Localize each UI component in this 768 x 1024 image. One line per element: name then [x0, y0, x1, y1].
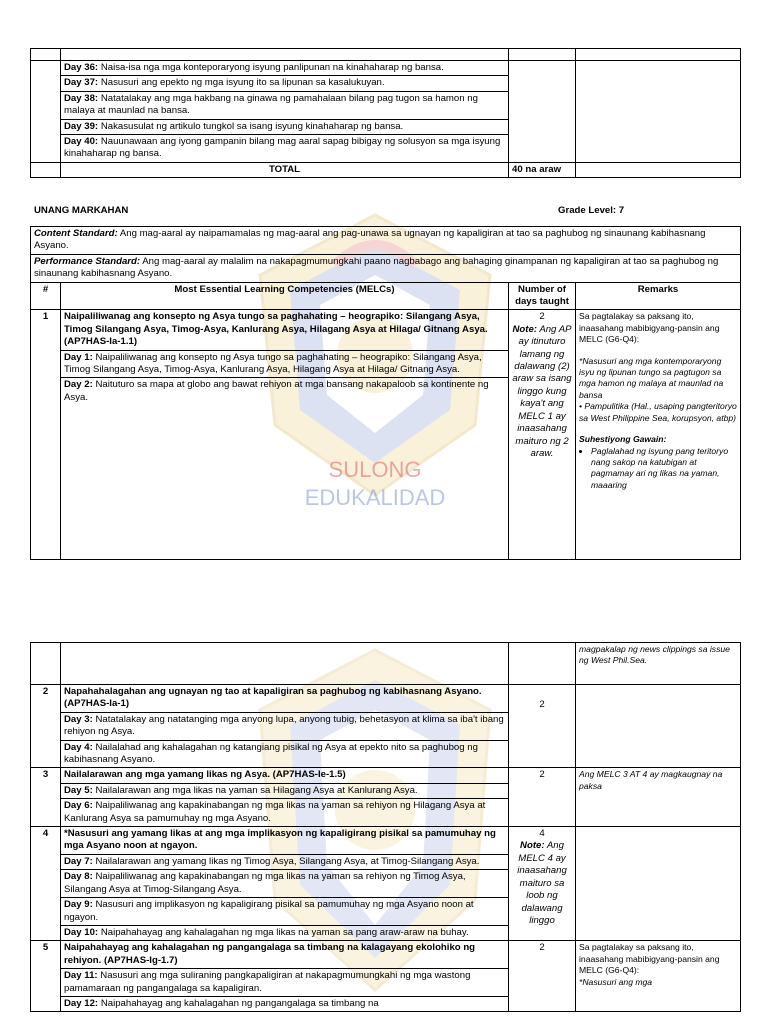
day-row: Day 8: Naipaliliwanag ang kapakinabangan ng mga likas na yaman sa rehiyon ng Timog Asya, Silangang Asya at Timog-Silangang Asya.: [61, 870, 508, 898]
days-taught: 2: [509, 768, 576, 827]
melc-table-continued: [30, 642, 741, 1012]
performance-standard: Performance Standard: Ang mag-aaral ay malalim na nakapagmumungkahi paano nagbabago ang bahaging ginampanan ng kapaligiran at tao sa paghubog ng sinaunang kabihasnang Asyano.: [31, 254, 741, 282]
content-standard: Content Standard: Ang mag-aaral ay naipamamalas ng mag-aaral ang pag-unawa sa ugnayan ng kapaligiran at tao sa paghubog ng sinaunang kabihasnang Asyano.: [31, 227, 741, 255]
day-row: Day 9: Nasusuri ang implikasyon ng kapaligirang pisikal sa pamumuhay ng mga Asyano noon at ngayon.: [61, 898, 508, 926]
header-melc: Most Essential Learning Competencies (MELCs): [61, 282, 509, 310]
days-taught: 2 Note: Ang AP ay itinuturo lamang ng dalawang (2) araw sa isang linggo kung kaya't ang MELC 1 ay inaasahang maituro ng 2 araw.: [509, 310, 576, 560]
day-row: Day 39: Nakasusulat ng artikulo tungkol sa isang isyung kinahaharap ng bansa.: [61, 119, 508, 134]
top-days-table: [30, 48, 741, 178]
remarks-continued: magpakalap ng news clippings sa issue ng West Phil.Sea.: [576, 643, 741, 685]
days-taught: 2: [509, 685, 576, 768]
day-row: Day 12: Naipahahayag ang kahalagahan ng pangangalaga sa timbang na: [61, 996, 508, 1011]
total-value: 40 na araw: [509, 162, 576, 177]
melc-title: *Nasusuri ang yamang likas at ang mga implikasyon ng kapaligirang pisikal sa pamumuhay ng mga Asyano noon at ngayon.: [61, 827, 508, 854]
melc-title: Naipaliliwanag ang konsepto ng Asya tungo sa paghahating – heograpiko: Silangang Asya, Timog Silangang Asya, Timog-Asya, Kanlurang Asya, Hilagang Asya at Hilaga/ Gitnang Asya.(AP7HAS-Ia-1.1): [61, 310, 508, 350]
day-row: Day 11: Nasusuri ang mga suliraning pangkapaligiran at nakapagmumungkahi ng mga wastong pamamaraan ng pangangalaga sa kapaligiran.: [61, 969, 508, 997]
header-days: Number of days taught: [509, 282, 576, 310]
grade-level: Grade Level: 7: [558, 205, 625, 216]
remarks: Ang MELC 3 AT 4 ay magkaugnay na paksa: [576, 768, 741, 827]
melc-table: [30, 226, 741, 560]
day-row: Day 37: Nasusuri ang epekto ng mga isyung ito sa lipunan sa kasalukuyan.: [61, 76, 508, 91]
day-row: Day 5: Nailalarawan ang mga likas na yaman sa Hilagang Asya at Kanlurang Asya.: [61, 783, 508, 798]
total-label: TOTAL: [61, 162, 509, 177]
remarks: Sa pagtalakay sa paksang ito, inaasahang mabibigyang-pansin ang MELC (G6-Q4): *Nasusuri ang mga kontemporaryong isyu ng lipunan tungo sa pagtugon sa mga hamon ng malaya at maunlad na bansa • Pampulitika (Hal., usaping pangteritoryo sa West Philippine Sea, korupsyon, atbp) Suhestiyong Gawain: • Paglalahad ng isyung pang teritoryo nang sakop na katubigan at pagmamay ari ng likas na yaman, maaaring: [576, 310, 741, 560]
day-row: Day 7: Nailalarawan ang yamang likas ng Timog Asya, Silangang Asya, at Timog-Silangang Asya.: [61, 854, 508, 869]
melc-number: 3: [31, 768, 61, 827]
header-remarks: Remarks: [576, 282, 741, 310]
remarks: Sa pagtalakay sa paksang ito, inaasahang mabibigyang-pansin ang MELC (G6-Q4): *Nasusuri ang mga: [576, 941, 741, 1012]
melc-number: 1: [31, 310, 61, 560]
melc-title: Napahahalagahan ang ugnayan ng tao at kapaligiran sa paghubog ng kabihasnang Asyano. (AP7HAS-Ia-1): [61, 685, 508, 712]
watermark-text-edukalidad: EDUKALIDAD: [304, 485, 446, 510]
days-taught: 2: [509, 941, 576, 1012]
days-taught: 4 Note: Ang MELC 4 ay inaasahang maituro sa loob ng dalawang linggo: [509, 827, 576, 941]
watermark-text-sulong: SULONG: [328, 457, 422, 482]
melc-number: 5: [31, 941, 61, 1012]
day-row: Day 36: Naisa-isa nga mga konteporaryong isyung panlipunan na kinahaharap ng bansa.: [61, 61, 508, 76]
header-num: #: [31, 282, 61, 310]
melc-number: 2: [31, 685, 61, 768]
day-row: Day 40: Nauunawaan ang iyong gampanin bilang mag aaral sapag bibigay ng solusyon sa mga isyung kinahaharap ng bansa.: [61, 135, 508, 162]
day-row: Day 2: Naituturo sa mapa at globo ang bawat rehiyon at mga bansang nakapaloob sa kontinente ng Asya.: [61, 378, 508, 546]
quarter-title: UNANG MARKAHAN: [34, 205, 129, 216]
day-row: Day 3: Natatalakay ang natatanging mga anyong lupa, anyong tubig, behetasyon at klima sa iba't ibang rehiyon ng Asya.: [61, 712, 508, 740]
day-row: Day 38: Natatalakay ang mga hakbang na ginawa ng pamahalaan bilang pag tugon sa hamon ng malaya at maunlad na bansa.: [61, 91, 508, 119]
melc-title: Nailalarawan ang mga yamang likas ng Asya. (AP7HAS-Ie-1.5): [61, 768, 508, 783]
melc-title: Naipahahayag ang kahalagahan ng pangangalaga sa timbang na kalagayang ekolohiko ng rehiyon. (AP7HAS-Ig-1.7): [61, 941, 508, 968]
day-row: Day 6: Naipaliliwanag ang kapakinabangan ng mga likas na yaman sa rehiyon ng Hilagang Asya at Kanlurang Asya sa pamumuhay ng mga Asyano.: [61, 799, 508, 826]
day-row: Day 4: Nailalahad ang kahalagahan ng katangiang pisikal ng Asya at epekto nito sa paghubog ng kabihasnang Asyano.: [61, 740, 508, 767]
melc-number: 4: [31, 827, 61, 941]
day-row: Day 10: Naipahahayag ang kahalagahan ng mga likas na yaman sa pang araw-araw na buhay.: [61, 925, 508, 940]
day-row: Day 1: Naipaliliwanag ang konsepto ng Asya tungo sa paghahating – heograpiko: Silangang Asya, Timog Silangang Asya, Timog-Asya, Kanlurang Asya, Hilagang Asya at Hilaga/ Gitnang Asya.: [61, 350, 508, 378]
